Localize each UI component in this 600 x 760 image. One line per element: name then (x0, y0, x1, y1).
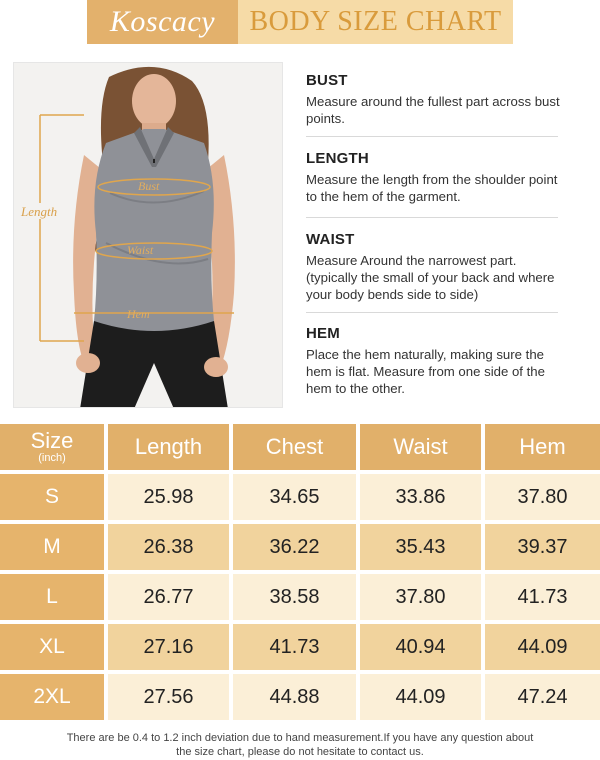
length-value: 26.38 (108, 524, 229, 570)
size-table (0, 424, 600, 720)
length-value: 26.77 (108, 574, 229, 620)
size-column-header (0, 424, 104, 470)
size-label: XL (0, 624, 104, 670)
bust-label: Bust (138, 179, 160, 193)
waist-value: 40.94 (360, 624, 481, 670)
hem-value: 37.80 (485, 474, 600, 520)
definition-hem (306, 325, 568, 397)
chest-value: 34.65 (233, 474, 356, 520)
definition-text: Place the hem naturally, making sure the hem is flat. Measure from one side of the hem to the other. (306, 347, 545, 396)
hem-value: 39.37 (485, 524, 600, 570)
hem-value: 44.09 (485, 624, 600, 670)
chest-value: 36.22 (233, 524, 356, 570)
chart-header (87, 0, 513, 44)
note-line-2: the size chart, please do not hesitate to contact us. (176, 746, 424, 758)
size-header-label: Size (30, 428, 74, 453)
column-header-hem: Hem (485, 424, 600, 470)
size-label: S (0, 474, 104, 520)
size-unit-label: (inch) (38, 452, 66, 464)
size-label: L (0, 574, 104, 620)
divider (306, 217, 558, 218)
definition-bust (306, 72, 568, 127)
definition-title: LENGTH (306, 150, 369, 167)
hem-label: Hem (127, 307, 150, 321)
hem-value: 47.24 (485, 674, 600, 720)
model-figure (13, 62, 283, 408)
chest-value: 41.73 (233, 624, 356, 670)
chest-value: 44.88 (233, 674, 356, 720)
model-illustration (14, 63, 283, 408)
definition-text: Measure Around the narrowest part. (typically the small of your back and where your body bends side to side) (306, 253, 555, 302)
definition-title: HEM (306, 325, 340, 342)
length-label: Length (21, 204, 58, 219)
size-label: M (0, 524, 104, 570)
definition-title: BUST (306, 72, 348, 89)
column-header-chest: Chest (233, 424, 356, 470)
length-value: 27.16 (108, 624, 229, 670)
length-value: 27.56 (108, 674, 229, 720)
length-value: 25.98 (108, 474, 229, 520)
note-line-1: There are be 0.4 to 1.2 inch deviation due to hand measurement.If you have any question about (66, 732, 534, 744)
waist-value: 44.09 (360, 674, 481, 720)
divider (306, 312, 558, 313)
hem-value: 41.73 (485, 574, 600, 620)
column-header-length: Length (108, 424, 229, 470)
page-title: BODY SIZE CHART (238, 0, 513, 44)
size-label: 2XL (0, 674, 104, 720)
waist-value: 37.80 (360, 574, 481, 620)
chest-value: 38.58 (233, 574, 356, 620)
brand-logo: Koscacy (87, 0, 238, 44)
definition-text: Measure the length from the shoulder point to the hem of the garment. (306, 172, 558, 204)
definition-text: Measure around the fullest part across bust points. (306, 94, 560, 126)
definition-waist (306, 231, 568, 303)
waist-value: 33.86 (360, 474, 481, 520)
waist-value: 35.43 (360, 524, 481, 570)
column-header-waist: Waist (360, 424, 481, 470)
definition-length (306, 150, 568, 205)
definition-title: WAIST (306, 231, 355, 248)
deviation-note (30, 731, 570, 759)
divider (306, 136, 558, 137)
waist-label: Waist (127, 243, 154, 257)
